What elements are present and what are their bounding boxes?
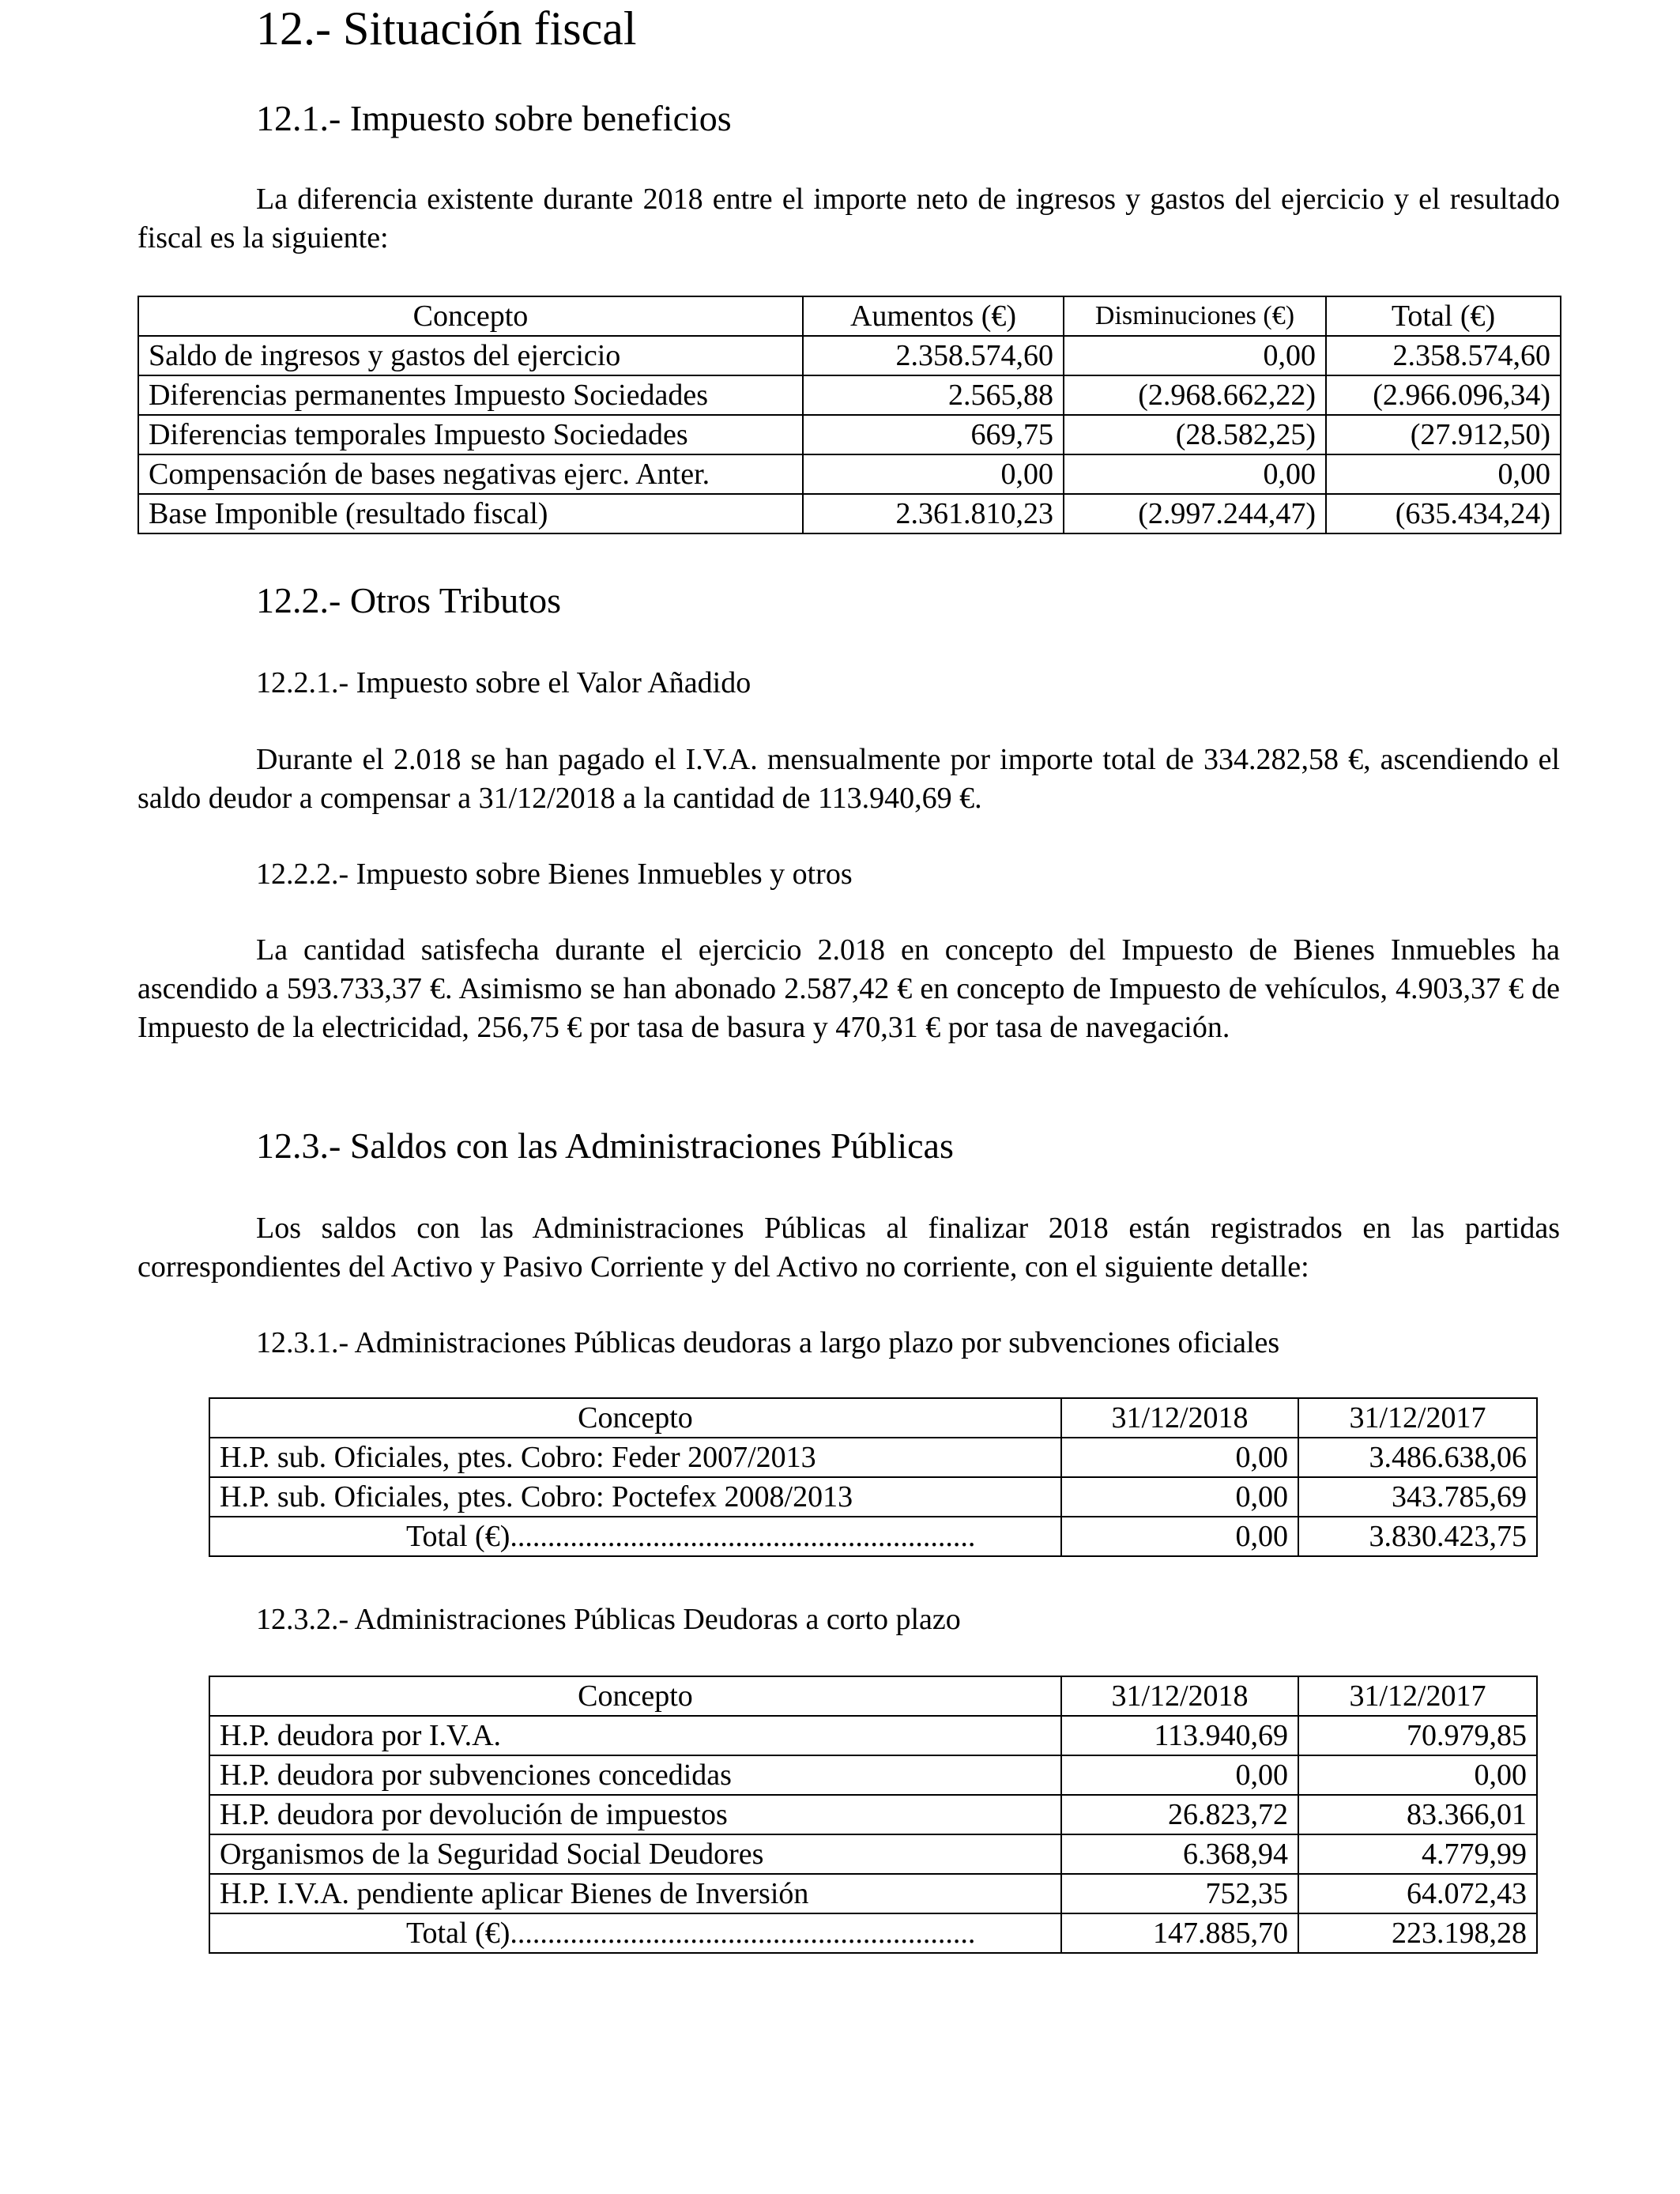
- table-row: [209, 1795, 1537, 1834]
- paragraph-iva: Durante el 2.018 se han pagado el I.V.A. mensualmente por importe total de 334.282,58 €, ascendiendo el saldo deudor a compensar a 31/12/2018 a la cantidad de 113.940,69 €.: [137, 743, 1560, 815]
- table-cell: (2.968.662,22): [1064, 375, 1326, 415]
- table-cell: 83.366,01: [1298, 1795, 1537, 1834]
- header-cell: Concepto: [209, 1676, 1061, 1716]
- table-cell: 0,00: [1061, 1755, 1298, 1795]
- section-heading-12-2-2: 12.2.2.- Impuesto sobre Bienes Inmuebles y otros: [256, 858, 853, 891]
- table-row: [209, 1477, 1537, 1517]
- table-cell: H.P. deudora por subvenciones concedidas: [209, 1755, 1061, 1795]
- table-row: [209, 1834, 1537, 1874]
- table-header-row: [209, 1676, 1537, 1716]
- table-cell: Diferencias temporales Impuesto Sociedades: [138, 415, 803, 454]
- total-value: 0,00: [1061, 1517, 1298, 1556]
- table-cell: 0,00: [1061, 1477, 1298, 1517]
- table-header-row: [138, 296, 1561, 336]
- table-ap-largo-plazo: [209, 1397, 1538, 1557]
- section-heading-12-1: 12.1.- Impuesto sobre beneficios: [256, 98, 732, 138]
- table-cell: 0,00: [1064, 454, 1326, 494]
- table-cell: Diferencias permanentes Impuesto Sociedades: [138, 375, 803, 415]
- table-cell: 343.785,69: [1298, 1477, 1537, 1517]
- table-row: [138, 494, 1561, 533]
- table-cell: H.P. deudora por I.V.A.: [209, 1716, 1061, 1755]
- table-cell: 2.565,88: [803, 375, 1064, 415]
- table-row: [209, 1874, 1537, 1913]
- header-cell: Disminuciones (€): [1064, 296, 1326, 336]
- table-row: [138, 454, 1561, 494]
- table-cell: 752,35: [1061, 1874, 1298, 1913]
- table-impuesto-beneficios: [137, 296, 1561, 534]
- table-cell: 64.072,43: [1298, 1874, 1537, 1913]
- table-row: [209, 1755, 1537, 1795]
- table-cell: 0,00: [803, 454, 1064, 494]
- table-row: [138, 336, 1561, 375]
- table-row: [138, 375, 1561, 415]
- table-cell: 2.358.574,60: [803, 336, 1064, 375]
- table-cell: 0,00: [1061, 1438, 1298, 1477]
- table-cell: (2.997.244,47): [1064, 494, 1326, 533]
- table-ap-corto-plazo: [209, 1676, 1538, 1954]
- total-value: 223.198,28: [1298, 1913, 1537, 1953]
- table-cell: 0,00: [1298, 1755, 1537, 1795]
- header-cell: 31/12/2017: [1298, 1398, 1537, 1438]
- table-cell: H.P. deudora por devolución de impuestos: [209, 1795, 1061, 1834]
- table-cell: 0,00: [1064, 336, 1326, 375]
- table-cell: Base Imponible (resultado fiscal): [138, 494, 803, 533]
- table-total-row: [209, 1517, 1537, 1556]
- table-row: [209, 1716, 1537, 1755]
- table-cell: (635.434,24): [1326, 494, 1561, 533]
- header-cell: 31/12/2018: [1061, 1398, 1298, 1438]
- table-cell: (28.582,25): [1064, 415, 1326, 454]
- header-cell: 31/12/2017: [1298, 1676, 1537, 1716]
- table-cell: 2.358.574,60: [1326, 336, 1561, 375]
- paragraph-12-1-intro: La diferencia existente durante 2018 entre el importe neto de ingresos y gastos del ejercicio y el resultado fiscal es la siguiente:: [137, 183, 1560, 254]
- header-cell: Total (€): [1326, 296, 1561, 336]
- header-cell: Concepto: [209, 1398, 1061, 1438]
- section-heading-12-3: 12.3.- Saldos con las Administraciones Públicas: [256, 1125, 954, 1166]
- table-header-row: [209, 1398, 1537, 1438]
- section-heading-12: 12.- Situación fiscal: [256, 2, 637, 55]
- table-cell: 113.940,69: [1061, 1716, 1298, 1755]
- total-label: Total (€)..............................................................: [209, 1913, 1061, 1953]
- table-cell: H.P. sub. Oficiales, ptes. Cobro: Feder 2007/2013: [209, 1438, 1061, 1477]
- section-heading-12-2: 12.2.- Otros Tributos: [256, 580, 561, 620]
- table-cell: Compensación de bases negativas ejerc. Anter.: [138, 454, 803, 494]
- table-cell: 2.361.810,23: [803, 494, 1064, 533]
- paragraph-ibi: La cantidad satisfecha durante el ejercicio 2.018 en concepto del Impuesto de Bienes Inmuebles ha ascendido a 593.733,37 €. Asimismo se han abonado 2.587,42 € en concepto de Impuesto de vehículos, 4.903,37 € de Impuesto de la electricidad, 256,75 € por tasa de basura y 470,31 € por tasa de navegación.: [137, 933, 1560, 1044]
- table-cell: (27.912,50): [1326, 415, 1561, 454]
- total-value: 3.830.423,75: [1298, 1517, 1537, 1556]
- table-cell: 3.486.638,06: [1298, 1438, 1537, 1477]
- section-heading-12-2-1: 12.2.1.- Impuesto sobre el Valor Añadido: [256, 666, 751, 699]
- section-heading-12-3-1: 12.3.1.- Administraciones Públicas deudoras a largo plazo por subvenciones oficiales: [256, 1326, 1280, 1359]
- total-value: 147.885,70: [1061, 1913, 1298, 1953]
- header-cell: Aumentos (€): [803, 296, 1064, 336]
- section-heading-12-3-2: 12.3.2.- Administraciones Públicas Deudoras a corto plazo: [256, 1603, 961, 1636]
- table-cell: Saldo de ingresos y gastos del ejercicio: [138, 336, 803, 375]
- table-cell: 669,75: [803, 415, 1064, 454]
- paragraph-12-3-intro: Los saldos con las Administraciones Públicas al finalizar 2018 están registrados en las partidas correspondientes del Activo y Pasivo Corriente y del Activo no corriente, con el siguiente detalle:: [137, 1212, 1560, 1284]
- table-cell: 26.823,72: [1061, 1795, 1298, 1834]
- table-cell: Organismos de la Seguridad Social Deudores: [209, 1834, 1061, 1874]
- table-cell: 4.779,99: [1298, 1834, 1537, 1874]
- table-row: [209, 1438, 1537, 1477]
- header-cell: 31/12/2018: [1061, 1676, 1298, 1716]
- table-cell: 6.368,94: [1061, 1834, 1298, 1874]
- table-total-row: [209, 1913, 1537, 1953]
- total-label: Total (€)..............................................................: [209, 1517, 1061, 1556]
- table-cell: 0,00: [1326, 454, 1561, 494]
- table-cell: (2.966.096,34): [1326, 375, 1561, 415]
- table-cell: H.P. I.V.A. pendiente aplicar Bienes de Inversión: [209, 1874, 1061, 1913]
- table-row: [138, 415, 1561, 454]
- table-cell: H.P. sub. Oficiales, ptes. Cobro: Poctefex 2008/2013: [209, 1477, 1061, 1517]
- table-cell: 70.979,85: [1298, 1716, 1537, 1755]
- header-cell: Concepto: [138, 296, 803, 336]
